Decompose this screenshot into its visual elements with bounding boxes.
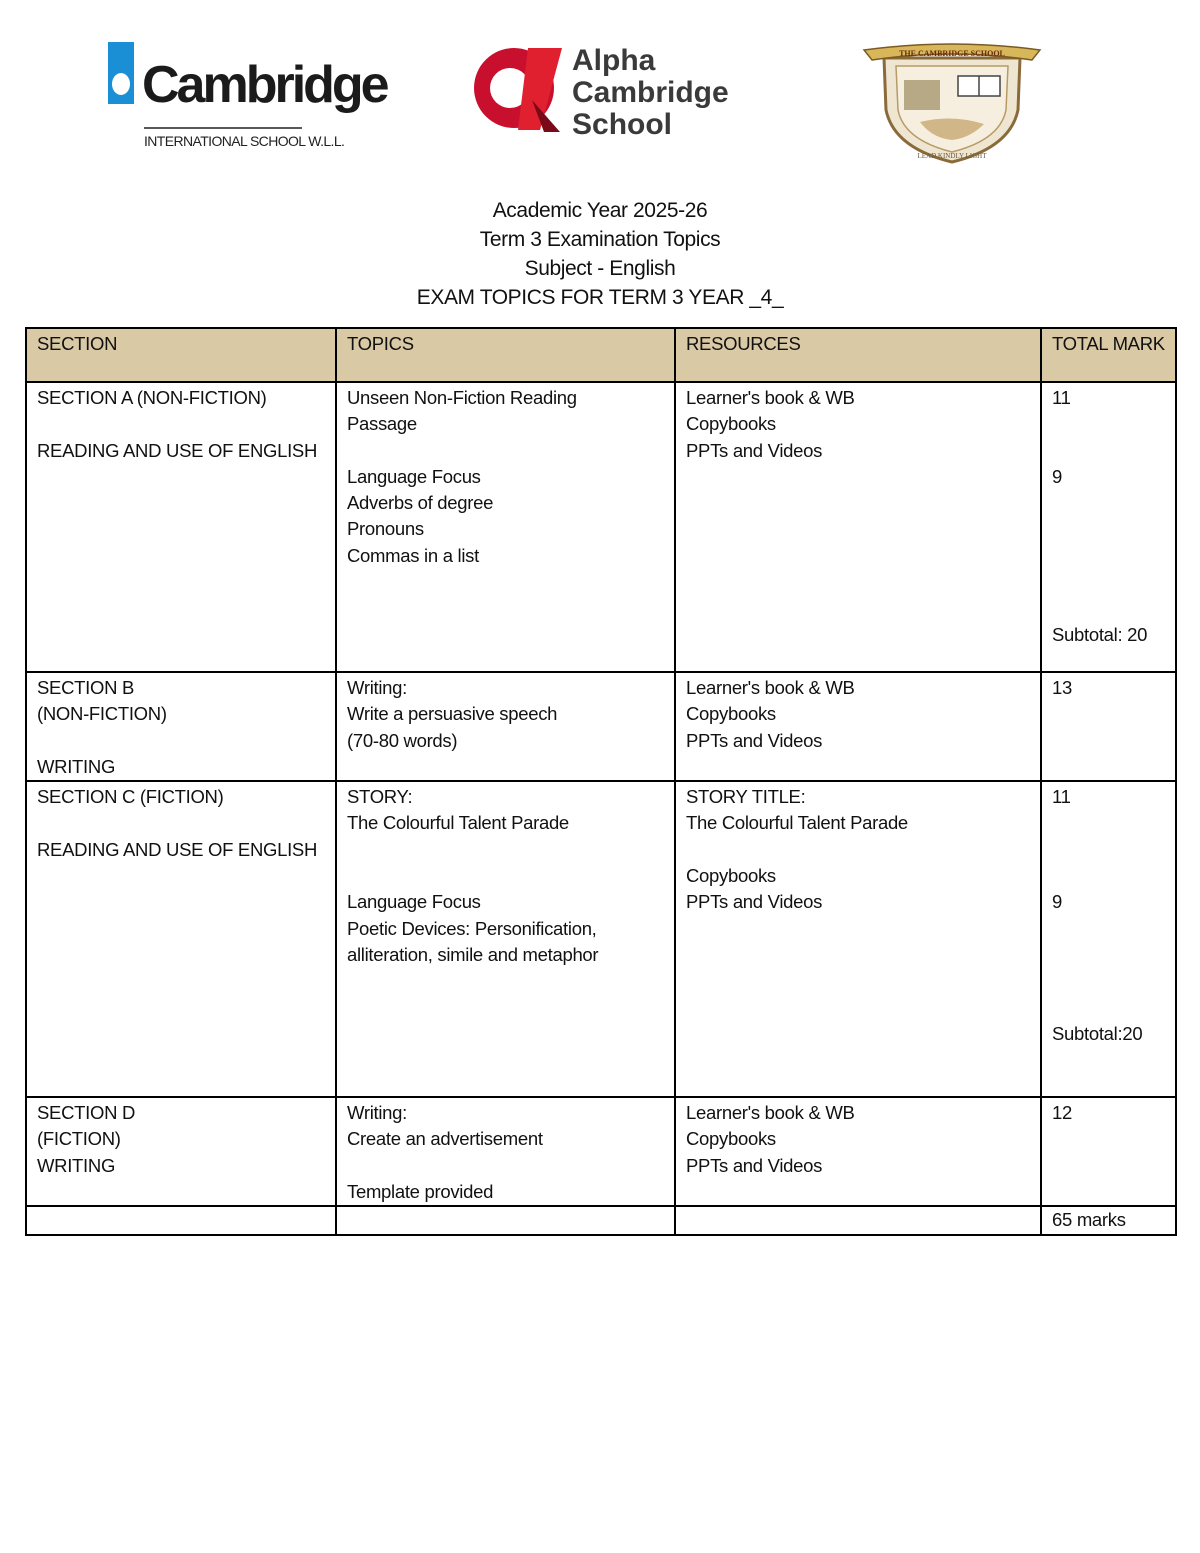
marks-cell: 13 bbox=[1041, 672, 1176, 781]
table-header-row bbox=[26, 328, 1176, 382]
cambridge-logo-text: Cambridge bbox=[142, 56, 387, 114]
crest-motto-text: LEAD KINDLY LIGHT bbox=[917, 152, 987, 160]
topics-cell: Writing: Write a persuasive speech (70-80 words) bbox=[336, 672, 675, 781]
total-row bbox=[26, 1206, 1176, 1234]
section-cell: SECTION D (FICTION) WRITING bbox=[26, 1097, 336, 1206]
empty-cell bbox=[675, 1206, 1041, 1234]
resources-cell: STORY TITLE: The Colourful Talent Parade Copybooks PPTs and Videos bbox=[675, 781, 1041, 1097]
subtotal: Subtotal:20 bbox=[1052, 1022, 1143, 1044]
resources-cell: Learner's book & WB Copybooks PPTs and Videos bbox=[675, 382, 1041, 672]
cambridge-international-logo bbox=[104, 40, 387, 152]
section-cell: SECTION A (NON-FICTION) READING AND USE OF ENGLISH bbox=[26, 382, 336, 672]
alpha-logo-line2: Cambridge bbox=[572, 76, 729, 109]
document-header bbox=[0, 196, 1200, 312]
empty-cell bbox=[336, 1206, 675, 1234]
subtotal: Subtotal: 20 bbox=[1052, 623, 1148, 645]
table-row bbox=[26, 1097, 1176, 1206]
total-marks-cell: 65 marks bbox=[1041, 1206, 1176, 1234]
exam-topics-title: EXAM TOPICS FOR TERM 3 YEAR _4_ bbox=[416, 286, 784, 309]
crest-banner-text: THE CAMBRIDGE SCHOOL bbox=[899, 49, 1005, 58]
subject: Subject - English bbox=[524, 257, 676, 280]
marks-cell: 12 bbox=[1041, 1097, 1176, 1206]
exam-topics-table bbox=[25, 327, 1177, 1236]
section-cell: SECTION B (NON-FICTION) WRITING bbox=[26, 672, 336, 781]
header-total-mark: TOTAL MARK bbox=[1041, 328, 1176, 382]
exam-term: Term 3 Examination Topics bbox=[479, 228, 721, 251]
the-cambridge-school-crest bbox=[860, 40, 1044, 165]
table-row bbox=[26, 382, 1176, 672]
topics-cell: Writing: Create an advertisement Template provided bbox=[336, 1097, 675, 1206]
table-row bbox=[26, 672, 1176, 781]
resources-cell: Learner's book & WB Copybooks PPTs and Videos bbox=[675, 672, 1041, 781]
section-cell: SECTION C (FICTION) READING AND USE OF ENGLISH bbox=[26, 781, 336, 1097]
academic-year: Academic Year 2025-26 bbox=[492, 199, 708, 222]
alpha-logo-line1: Alpha bbox=[572, 44, 656, 77]
topics-cell: Unseen Non-Fiction Reading Passage Language Focus Adverbs of degree Pronouns Commas in a list bbox=[336, 382, 675, 672]
table-row bbox=[26, 781, 1176, 1097]
marks-cell: 11 9 Subtotal: 20 bbox=[1041, 382, 1176, 672]
empty-cell bbox=[26, 1206, 336, 1234]
header-topics: TOPICS bbox=[336, 328, 675, 382]
marks-cell: 11 9 Subtotal:20 bbox=[1041, 781, 1176, 1097]
alpha-cambridge-school-logo bbox=[470, 40, 729, 141]
header-section: SECTION bbox=[26, 328, 336, 382]
resources-cell: Learner's book & WB Copybooks PPTs and Videos bbox=[675, 1097, 1041, 1206]
header-resources: RESOURCES bbox=[675, 328, 1041, 382]
cambridge-logo-subtext: INTERNATIONAL SCHOOL W.L.L. bbox=[144, 133, 345, 149]
topics-cell: STORY: The Colourful Talent Parade Language Focus Poetic Devices: Personification, alliteration, simile and metaphor bbox=[336, 781, 675, 1097]
alpha-logo-line3: School bbox=[572, 108, 673, 141]
